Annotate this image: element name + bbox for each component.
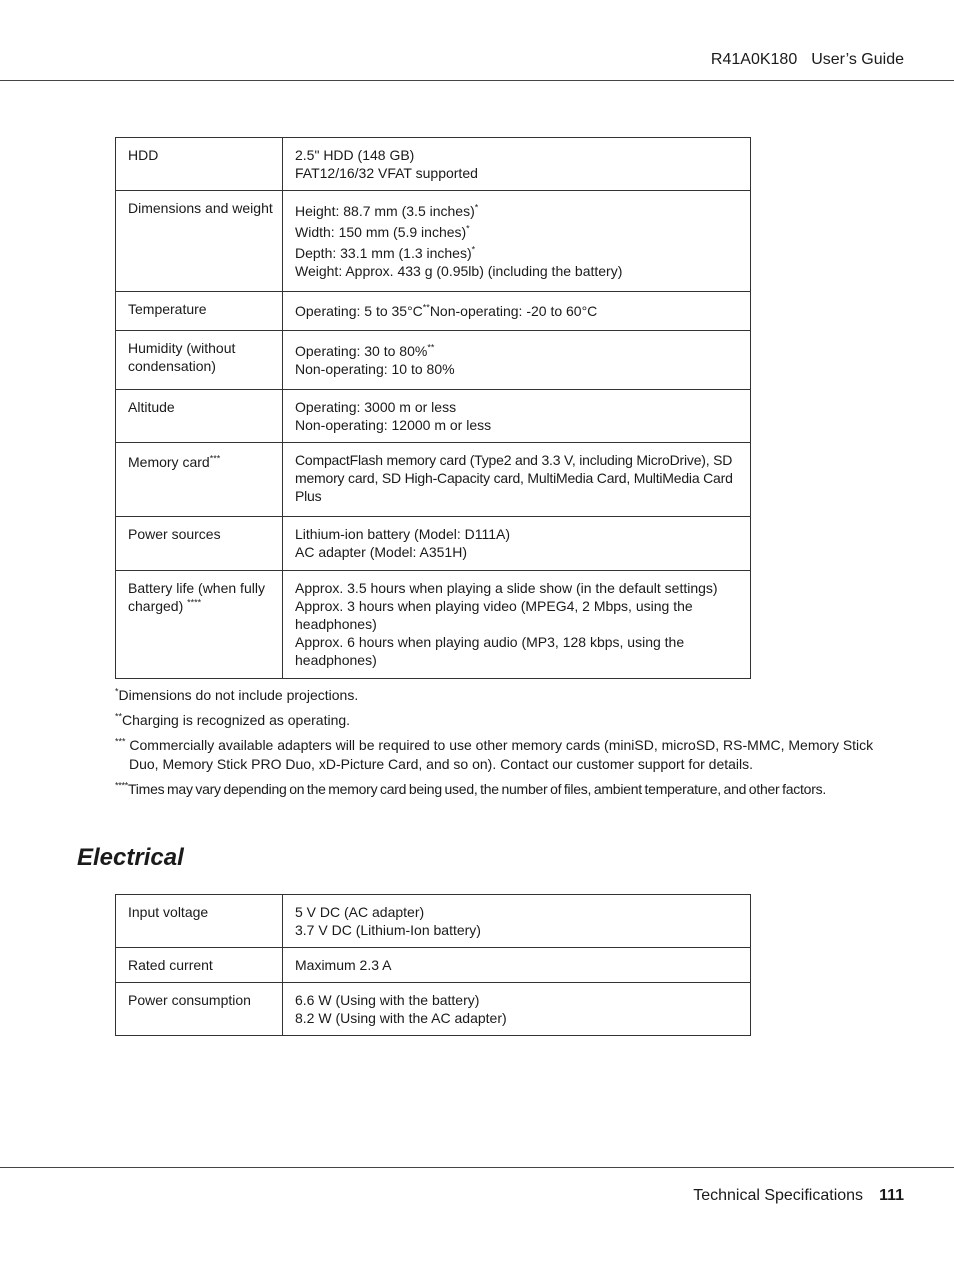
row-value — [283, 331, 751, 390]
row-label: Rated current — [116, 948, 283, 983]
doc-code: R41A0K180 — [710, 51, 798, 68]
label-text: Battery life (when fully charged) — [128, 580, 265, 614]
row-value: CompactFlash memory card (Type2 and 3.3 V, including MicroDrive), SD memory card, SD High-Capacity card, MultiMedia Card, MultiMedia Card Plus — [283, 443, 751, 517]
row-value — [283, 191, 751, 292]
row-label: Power sources — [116, 517, 283, 571]
footnote-mark: **** — [115, 780, 129, 791]
footnote — [115, 711, 895, 730]
footer-rule — [0, 1167, 954, 1168]
footnote-mark: ** — [427, 342, 435, 353]
value-line: Approx. 6 hours when playing audio (MP3, 128 kbps, using the headphones) — [295, 634, 685, 668]
non-operating-value: Non-operating: 10 to 80% — [295, 361, 455, 377]
label-text: Memory card — [128, 454, 210, 470]
table-row — [116, 895, 751, 948]
row-value — [283, 292, 751, 331]
page-number: 111 — [879, 1187, 904, 1204]
row-label: Altitude — [116, 390, 283, 443]
operating-value: Operating: 5 to 35°C — [295, 303, 423, 319]
row-value — [283, 571, 751, 679]
table-row — [116, 331, 751, 390]
row-value — [283, 895, 751, 948]
table-row — [116, 191, 751, 292]
footnote-text: Times may vary depending on the memory card being used, the number of files, ambient temperature, and other factors. — [128, 781, 826, 797]
header-rule — [0, 80, 954, 81]
value-line: Non-operating: 12000 m or less — [295, 417, 492, 433]
row-label — [116, 571, 283, 679]
table-row — [116, 571, 751, 679]
guide-title: User’s Guide — [811, 51, 904, 68]
footnote-mark: * — [474, 202, 479, 213]
row-value: Maximum 2.3 A — [283, 948, 751, 983]
row-label: Humidity (without condensation) — [116, 331, 283, 390]
page-header — [711, 51, 904, 69]
height-value: Height: 88.7 mm (3.5 inches) — [295, 203, 475, 219]
footnote-text: Dimensions do not include projections. — [118, 687, 359, 703]
footnote — [115, 736, 895, 774]
row-value — [283, 390, 751, 443]
value-line: AC adapter (Model: A351H) — [295, 544, 467, 560]
footnote-text: Charging is recognized as operating. — [122, 712, 351, 728]
table-row — [116, 292, 751, 331]
value-line: Approx. 3 hours when playing video (MPEG4, 2 Mbps, using the headphones) — [295, 598, 693, 632]
table-row — [116, 517, 751, 571]
row-label: HDD — [116, 138, 283, 191]
depth-value: Depth: 33.1 mm (1.3 inches) — [295, 245, 472, 261]
section-title: Electrical — [77, 844, 184, 871]
row-value — [283, 983, 751, 1036]
value-line: 6.6 W (Using with the battery) — [295, 992, 480, 1008]
value-line: 2.5" HDD (148 GB) — [295, 147, 415, 163]
value-line: FAT12/16/32 VFAT supported — [295, 165, 478, 181]
page-footer — [693, 1187, 904, 1205]
table-row — [116, 948, 751, 983]
operating-value: Operating: 30 to 80% — [295, 343, 428, 359]
value-line: 5 V DC (AC adapter) — [295, 904, 425, 920]
value-line: Approx. 3.5 hours when playing a slide show (in the default settings) — [295, 580, 718, 596]
footnote-mark: ** — [422, 302, 430, 313]
footnote — [115, 780, 895, 799]
row-value — [283, 138, 751, 191]
footnotes — [115, 686, 895, 805]
section-name: Technical Specifications — [693, 1187, 864, 1204]
footnote-text: Commercially available adapters will be required to use other memory cards (miniSD, microSD, RS-MMC, Memory Stick Duo, Memory Stick PRO Duo, xD-Picture Card, and so on). Contact our customer support for details. — [125, 737, 874, 772]
weight-value: Weight: Approx. 433 g (0.95lb) (including the battery) — [295, 263, 623, 279]
row-label: Power consumption — [116, 983, 283, 1036]
footnote-mark: **** — [187, 597, 202, 608]
row-label — [116, 443, 283, 517]
footnote-mark: *** — [115, 736, 126, 747]
footnote — [115, 686, 895, 705]
row-value — [283, 517, 751, 571]
footnote-mark: ** — [115, 711, 123, 722]
row-label: Temperature — [116, 292, 283, 331]
footnote-mark: * — [471, 244, 476, 255]
table-row — [116, 138, 751, 191]
specifications-table — [115, 137, 751, 679]
footnote-mark: *** — [209, 453, 221, 464]
footnote-mark: * — [466, 223, 470, 234]
table-row — [116, 443, 751, 517]
table-row — [116, 983, 751, 1036]
value-line: 8.2 W (Using with the AC adapter) — [295, 1010, 507, 1026]
footnote-mark: * — [115, 686, 119, 697]
table-row — [116, 390, 751, 443]
value-line: 3.7 V DC (Lithium-Ion battery) — [295, 922, 481, 938]
row-label: Input voltage — [116, 895, 283, 948]
value-line: Lithium-ion battery (Model: D111A) — [295, 526, 511, 542]
non-operating-value: Non-operating: -20 to 60°C — [429, 303, 598, 319]
row-label: Dimensions and weight — [116, 191, 283, 292]
electrical-table — [115, 894, 751, 1036]
width-value: Width: 150 mm (5.9 inches) — [295, 224, 467, 240]
value-line: Operating: 3000 m or less — [295, 399, 457, 415]
